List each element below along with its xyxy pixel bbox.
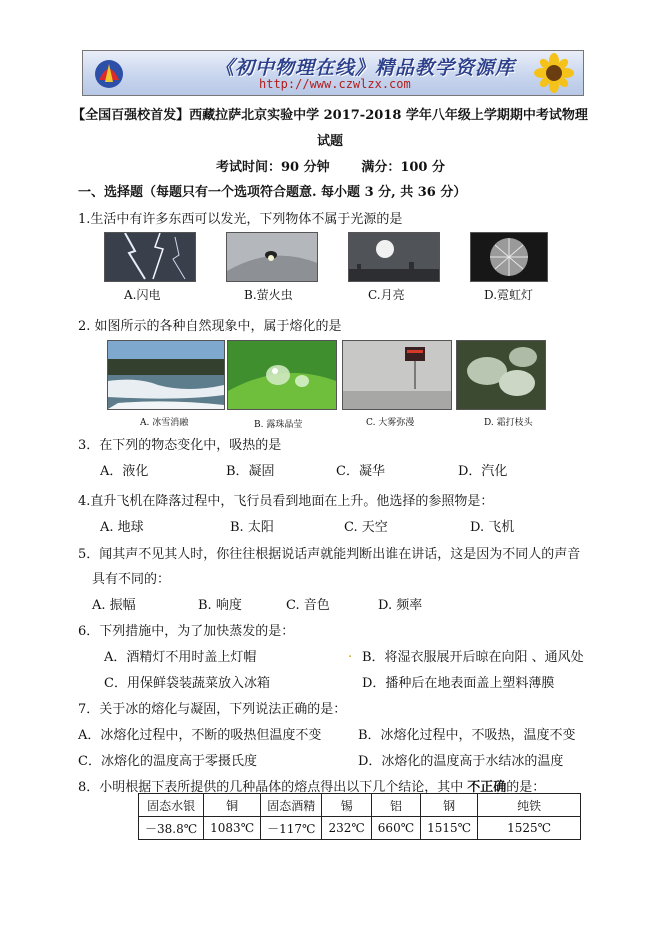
- neon-lamp-image: [470, 232, 548, 282]
- q1-caption-b: B.萤火虫: [244, 288, 293, 302]
- table-header-cell: 铝: [371, 794, 420, 817]
- section-heading: 一、选择题（每题只有一个选项符合题意. 每小题 3 分, 共 36 分）: [78, 185, 467, 200]
- q6-option-d: D．播种后在地表面盖上塑料薄膜: [362, 676, 555, 691]
- frost-leaves-image: [456, 340, 546, 410]
- q3-option-a: A．液化: [100, 464, 149, 479]
- q2-caption-d: D. 霜打枝头: [484, 418, 533, 428]
- question-3-stem: 3．在下列的物态变化中，吸热的是: [78, 438, 282, 453]
- q4-option-c: C. 天空: [344, 520, 388, 535]
- question-2-stem: 2. 如图所示的各种自然现象中，属于熔化的是: [78, 319, 342, 334]
- header-banner: [82, 50, 584, 96]
- question-1-stem: 1.生活中有许多东西可以发光，下列物体不属于光源的是: [78, 212, 403, 227]
- table-cell: －38.8℃: [139, 817, 204, 840]
- q6-option-b: B．将湿衣服展开后晾在向阳 、通风处: [362, 650, 584, 665]
- question-4-stem: 4.直升飞机在降落过程中，飞行员看到地面在上升。他选择的参照物是：: [78, 494, 494, 509]
- table-header-cell: 固态酒精: [261, 794, 322, 817]
- logo-icon: [91, 54, 127, 90]
- lightning-image: [104, 232, 196, 282]
- q6-option-c: C．用保鲜袋装蔬菜放入冰箱: [104, 676, 270, 691]
- exam-title-line2: 试题: [316, 134, 343, 149]
- q3-option-b: B．凝固: [226, 464, 275, 479]
- q6-option-a: A．酒精灯不用时盖上灯帽: [104, 650, 257, 665]
- table-header-cell: 固态水银: [139, 794, 204, 817]
- question-5-stem-cont: 具有不同的：: [92, 572, 171, 587]
- q3-option-d: D．汽化: [458, 464, 508, 479]
- table-cell: 1515℃: [421, 817, 478, 840]
- melting-snow-image: [107, 340, 225, 410]
- table-row: [139, 817, 581, 840]
- q5-option-a: A. 振幅: [92, 598, 136, 613]
- q2-caption-b: B. 露珠晶莹: [254, 420, 303, 430]
- table-cell: 1525℃: [478, 817, 581, 840]
- q2-caption-a: A. 冰雪消融: [140, 418, 189, 428]
- moon-image: [348, 232, 440, 282]
- question-5-stem: 5．闻其声不见其人时，你往往根据说话声就能判断出谁在讲话，这是因为不同人的声音: [78, 547, 581, 562]
- table-header-cell: 锡: [322, 794, 371, 817]
- table-header-cell: 铜: [204, 794, 261, 817]
- q8-stem-text: 8．小明根据下表所提供的几种晶体的熔点得出以下几个结论，其中: [78, 780, 464, 795]
- q5-option-c: C. 音色: [286, 598, 330, 613]
- q1-caption-a: A.闪电: [124, 288, 161, 302]
- stray-dot: .: [348, 646, 353, 661]
- q5-option-d: D. 频率: [378, 598, 423, 613]
- q3-option-c: C．凝华: [336, 464, 385, 479]
- q1-caption-c: C.月亮: [368, 288, 405, 302]
- banner-title: 《初中物理在线》精品教学资源库: [215, 57, 516, 79]
- q4-option-d: D. 飞机: [470, 520, 515, 535]
- table-cell: 660℃: [371, 817, 420, 840]
- q7-option-a: A．冰熔化过程中，不断的吸热但温度不变: [78, 728, 322, 743]
- q2-caption-c: C. 大雾弥漫: [366, 418, 415, 428]
- table-cell: 1083℃: [204, 817, 261, 840]
- q4-option-a: A. 地球: [100, 520, 144, 535]
- melting-point-table: [138, 793, 581, 840]
- q4-option-b: B. 太阳: [230, 520, 274, 535]
- q7-option-c: C．冰熔化的温度高于零摄氏度: [78, 754, 257, 769]
- sunflower-icon: [531, 53, 577, 93]
- banner-url: http://www.czwlzx.com: [259, 77, 411, 91]
- question-7-stem: 7．关于冰的熔化与凝固，下列说法正确的是：: [78, 702, 347, 717]
- table-header-cell: 钢: [421, 794, 478, 817]
- q7-option-b: B．冰熔化过程中，不吸热，温度不变: [358, 728, 576, 743]
- table-header-cell: 纯铁: [478, 794, 581, 817]
- table-cell: －117℃: [261, 817, 322, 840]
- exam-info: 考试时间：90 分钟 满分：100 分: [216, 160, 445, 175]
- table-row: [139, 794, 581, 817]
- q8-stem-tail: 的是：: [506, 780, 546, 795]
- question-6-stem: 6．下列措施中，为了加快蒸发的是：: [78, 624, 295, 639]
- q1-caption-d: D.霓虹灯: [484, 288, 534, 302]
- table-cell: 232℃: [322, 817, 371, 840]
- q7-option-d: D．冰熔化的温度高于水结冰的温度: [358, 754, 564, 769]
- fog-image: [342, 340, 452, 410]
- q5-option-b: B. 响度: [198, 598, 242, 613]
- exam-title-line1: 【全国百强校首发】西藏拉萨北京实验中学 2017-2018 学年八年级上学期期中考试物理: [72, 108, 588, 123]
- q8-stem-emphasis: 不正确: [467, 780, 507, 795]
- firefly-image: [226, 232, 318, 282]
- dewdrops-image: [227, 340, 337, 410]
